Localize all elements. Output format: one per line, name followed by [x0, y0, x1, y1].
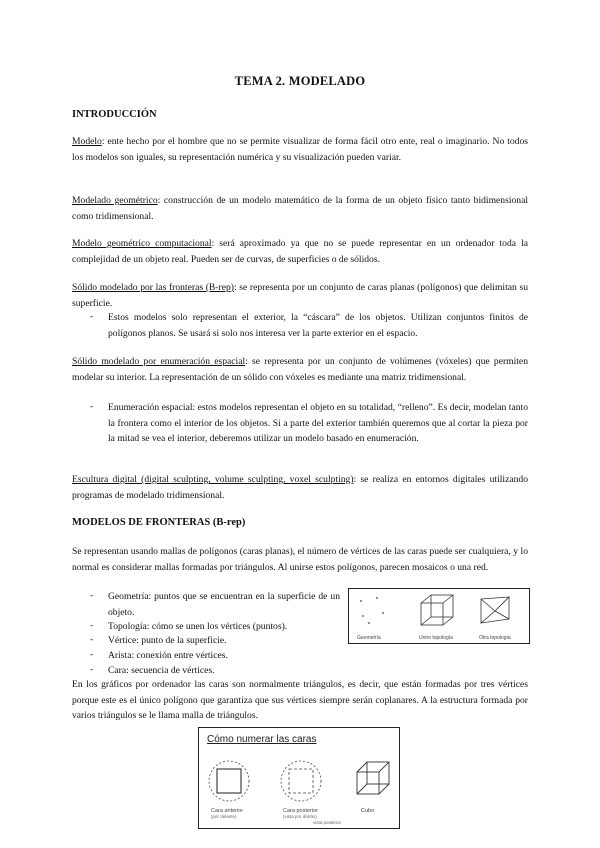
paragraph-modelo-computacional: [72, 236, 528, 267]
figure-label: Otra topología: [479, 635, 511, 641]
text-modelado-geometrico: : construcción de un modelo matemático de la forma de un objeto físico tanto bidimensional como tridimensional.: [72, 195, 528, 222]
figure-label: Geometría: [357, 635, 381, 641]
front-face-sketch: [209, 761, 249, 801]
figure-label: Cubo: [361, 808, 375, 814]
paragraph-modelo: [72, 134, 528, 165]
term-modelo: Modelo: [72, 136, 102, 147]
paragraph-brep: [72, 280, 528, 311]
figure-geometria-svg: [349, 589, 529, 643]
bullet-dash: -: [90, 620, 94, 631]
figure-caption: Cómo numerar las caras: [207, 734, 317, 745]
bullet-dash: -: [90, 311, 94, 322]
cube-sketch: [357, 762, 389, 794]
vertex-dot: [362, 615, 364, 617]
figure-geometria-topologia: [348, 588, 530, 644]
section-heading-introduccion: INTRODUCCIÓN: [72, 109, 157, 120]
figure-label: Cara posterior: [283, 808, 318, 814]
paragraph-modelado-geometrico: [72, 193, 528, 224]
cube-sketch: [421, 595, 453, 625]
bullet-topologia: Topología: cómo se unen los vértices (puntos).: [108, 621, 288, 632]
bullet-dash: -: [90, 649, 94, 660]
text-modelo: : ente hecho por el hombre que no se permite visualizar de forma fácil otro ente, real o imaginario. No todos los modelos son iguales, su representación numérica y su visualización pueden variar.: [72, 136, 528, 163]
paragraph-mallas: Se representan usando mallas de polígonos (caras planas), el número de vértices de las caras puede ser cualquiera, y lo normal es considerar mallas formadas por triángulos. Al unirse estos polígonos, parecen mosaicos o una red.: [72, 546, 528, 573]
figure-label: Uniro topología: [419, 635, 453, 641]
bullet-dash: -: [90, 401, 94, 412]
figure-caras-svg: [199, 728, 399, 828]
bullet-dash: -: [90, 634, 94, 645]
paragraph-triangulos: En los gráficos por ordenador las caras son normalmente triángulos, es decir, que están formadas por tres vértices porque este es el único polígono que garantiza que sus vértices siempre serán coplanares. A la estructura formada por varios triángulos se le llama malla de triángulos.: [72, 679, 528, 721]
text-brep: : se representa por un conjunto de caras planas (polígonos) que delimitan su superficie.: [72, 282, 528, 309]
vertex-dot: [360, 600, 362, 602]
vertex-dot: [368, 622, 370, 624]
other-topology-sketch: [481, 597, 509, 623]
vertex-dot: [382, 612, 384, 614]
text-enumeracion: : se representa por un conjunto de volúmenes (vóxeles) que permiten modelar su interior. La representación de un sólido con vóxeles es mediante una matriz tridimensional.: [72, 356, 528, 383]
paragraph-escultura: [72, 472, 528, 503]
page-title: TEMA 2. MODELADO: [234, 74, 366, 88]
back-face-sketch: [281, 761, 321, 801]
bullet-dash: -: [90, 590, 94, 601]
term-brep: Sólido modelado por las fronteras (B-rep): [72, 282, 234, 293]
figure-sublabel: (por delante): [211, 814, 237, 819]
vertex-dot: [376, 597, 378, 599]
section-heading-fronteras: MODELOS DE FRONTERAS (B-rep): [72, 517, 246, 528]
bullet-dash: -: [90, 664, 94, 675]
term-modelo-computacional: Modelo geométrico computacional: [72, 238, 212, 249]
text-escultura: : se realiza en entornos digitales utilizando programas de modelado tridimensional.: [72, 474, 528, 501]
bullet-cara: Cara: secuencia de vértices.: [108, 665, 215, 676]
bullet-vertice: Vértice: punto de la superficie.: [108, 635, 227, 646]
text-modelo-computacional: : será aproximado ya que no se puede representar en un ordenador toda la complejidad de un objeto real. Pueden ser de curvas, de superficies o de sólidos.: [72, 238, 528, 265]
term-enumeracion: Sólido modelado por enumeración espacial: [72, 356, 246, 367]
figure-sublabel: vista posterior: [313, 820, 342, 825]
paragraph-enumeracion: [72, 354, 528, 385]
term-modelado-geometrico: Modelado geométrico: [72, 195, 158, 206]
bullet-arista: Arista: conexión entre vértices.: [108, 650, 228, 661]
figure-label: Cara anterior: [211, 808, 244, 814]
bullet-enumeracion: Enumeración espacial: estos modelos representan el objeto en su totalidad, “relleno”. Es decir, modelan tanto la frontera como el interior de los objetos. Si a parte del exterior también queremos que al cortar la pieza por la mitad se vea el interior, deberemos utilizar un modelo basado en enumeración.: [108, 402, 528, 444]
bullet-brep: Estos modelos solo representan el exterior, la “cáscara” de los objetos. Utilizan conjuntos finitos de polígonos planos. Se usará si solo nos interesa ver la parte exterior en el espacio.: [108, 312, 528, 339]
bullet-geometria: Geometría: puntos que se encuentran en la superficie de un objeto.: [108, 591, 340, 618]
figure-numerar-caras: [198, 727, 400, 829]
figure-sublabel: (vista por detrás): [283, 814, 317, 819]
term-escultura: Escultura digital (digital sculpting, volume sculpting, voxel sculpting): [72, 474, 354, 485]
